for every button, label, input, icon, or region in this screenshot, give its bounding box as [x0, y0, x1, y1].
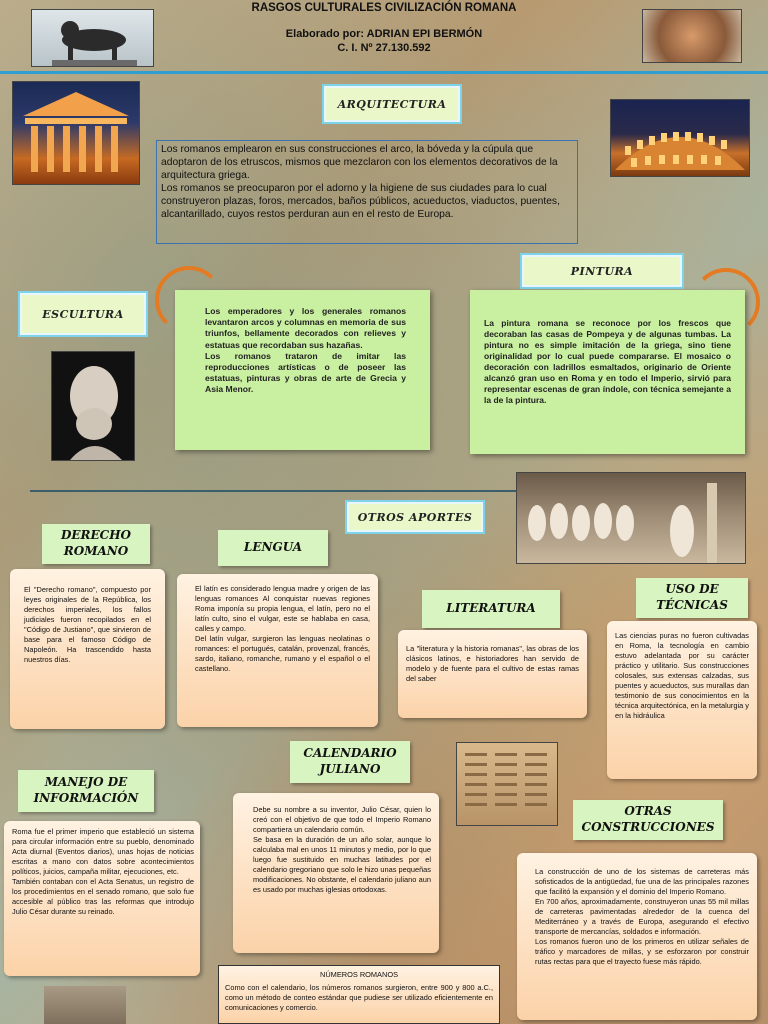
numeros-box: [218, 965, 500, 1024]
senate-image: [516, 472, 746, 564]
calendar-tablet-image: [456, 742, 558, 826]
otros-aportes-title: OTROS APORTES: [345, 500, 485, 534]
literatura-title: LITERATURA: [422, 590, 560, 628]
lengua-text: El latín es considerado lengua madre y origen de las lenguas romances Al conquistar nuevas regiones Roma imponía su propia lengua, el latín, pero no el latín culto, sino el vulgar, este se hablaba en casa, calles y campo. Del latín vulgar, surgieron las lenguas neolatinas o romances: el portugués, catalán, provenzal, francés, sardo, italiano, romanche, rumano y el español o el castellano.: [177, 574, 378, 727]
informacion-text: Roma fue el primer imperio que estableció un sistema para circular información entre su pueblo, denominado Acta diurnal (Eventos diarios), unas hojas de noticias escritas a mano con datos sobre acontecimientos políticos, juicios, campaña militar, ejecuciones, etc. También contaban con el Acta Senatus, un registro de los procedimientos en el senado romano, que solo fue accesible al público tras las reformas que introdujo Julio César durante su reinado.: [4, 821, 200, 976]
column-fragment-image: [44, 986, 126, 1024]
colosseum-image: [610, 99, 750, 177]
escultura-text: Los emperadores y los generales romanos levantaron arcos y columnas en memoria de sus triunfos, bellamente decorados con relieves y estatuas que recordaban sus hazañas. Los romanos trataron de imitar las reproducciones artísticas o de poseer las estatuas, pinturas y obras de arte de Grecia y Asia Menor.: [175, 290, 430, 450]
informacion-title: MANEJO DE INFORMACIÓN: [18, 770, 154, 812]
literatura-text: La "literatura y la historia romanas", las obras de los clásicos latinos, e historiadores han servido de modelo y de fuente para el cultivo de estas ramas del saber: [398, 630, 587, 718]
derecho-text: El "Derecho romano", compuesto por leyes originales de la República, los derechos imperiales, los fallos judiciales fueron recopilados en el "Código de Justiano", que sirvieron de base para el famoso Código de Napoleón. Ha trascendido hasta nuestros días.: [10, 569, 165, 729]
she-wolf-image: [31, 9, 154, 67]
derecho-title: DERECHO ROMANO: [42, 524, 150, 564]
pantheon-image: [12, 81, 140, 185]
header-divider: [0, 71, 768, 74]
author-line: Elaborado por: ADRIAN EPI BERMÓN: [285, 28, 483, 40]
mosaic-image: [642, 9, 742, 63]
numeros-title: NÚMEROS ROMANOS: [319, 970, 399, 979]
senate-scene-icon: [517, 473, 745, 563]
arquitectura-title: ARQUITECTURA: [322, 84, 462, 124]
pintura-title: PINTURA: [520, 253, 684, 289]
calendario-title: CALENDARIO JULIANO: [290, 741, 410, 783]
she-wolf-icon: [32, 10, 153, 66]
arquitectura-text: Los romanos emplearon en sus construcciones el arco, la bóveda y la cúpula que adoptaron de los etruscos, mismos que mezclaron con los elementos decorativos de la arquitectura griega. Los romanos se preocuparon por el adorno y la higiene de sus ciudades para lo cual construyeron plazas, foros, mercados, baños públicos, acueductos, viaductos, puentes, alcantarillado, cuyos restos perduran aun en el resto de Europa.: [156, 140, 578, 244]
numeros-text: Como con el calendario, los números romanos surgieron, entre 900 y 800 a.C., como un método de conteo estándar que pudiese ser utilizado eficientemente en comunicaciones y comercio.: [225, 982, 493, 1012]
middle-divider: [30, 490, 520, 492]
calendario-text: Debe su nombre a su inventor, Julio César, quien lo creó con el objetivo de que todo el Imperio Romano compartiera un calendario común. Se basa en la duración de un año solar, aunque lo calculaba mal en unos 11 minutos y medio, por lo que luego fue sustituido en muchas latitudes por el calendario gregoriano que solo le hizo unas pequeñas modificaciones. No obstante, el calendario juliano aun es usado por muchas iglesias ortodoxas.: [233, 793, 439, 953]
temple-icon: [13, 82, 139, 184]
tecnicas-text: Las ciencias puras no fueron cultivadas en Roma, la tecnología en cambio estuvo adelantada por su carácter práctico y utilitario. Sus construcciones colosales, sus extensas calzadas, sus puentes y acueductos, sus murallas dan testimonio de sus conocimientos en la técnica arquitectónica, en la metalurgia y en la hidráulica: [607, 621, 757, 779]
construcciones-title: OTRAS CONSTRUCCIONES: [573, 800, 723, 840]
bust-icon: [52, 352, 134, 460]
page-title: RASGOS CULTURALES CIVILIZACIÓN ROMANA: [251, 2, 517, 14]
id-line: C. I. Nº 27.130.592: [337, 42, 431, 54]
construcciones-text: La construcción de uno de los sistemas de carreteras más sofisticados de la antigüedad, fue una de las principales razones que facilitó la expansión y el dominio del Imperio Romano. En 700 años, aproximadamente, construyeron unas 55 mil millas de carreteras pavimentadas alrededor de la cuenca del Mediterráneo y a través de Europa, asegurando el efectivo transporte de mercancías, soldados e información. Los romanos fueron uno de los primeros en utilizar señales de tráfico y marcadores de millas, y se esforzaron por construir rutas rectas para que el trayecto fuese más rápido.: [517, 853, 757, 1020]
pintura-text: La pintura romana se reconoce por los frescos que decoraban las casas de Pompeya y de algunas tumbas. La pintura no es simple imitación de la griega, sino tiene originalidad por lo cual puede compararse. El mosaico o decoración con ladrillos esmaltados, originario de Oriente alcanzó gran uso en Roma y en todo el Imperio, sirvió para representar escenas de gran índole, con técnica semejante a la de la pintura.: [470, 290, 745, 454]
escultura-title: ESCULTURA: [18, 291, 148, 337]
tecnicas-title: USO DE TÉCNICAS: [636, 578, 748, 618]
bust-image: [51, 351, 135, 461]
colosseum-icon: [611, 100, 749, 176]
tablet-icon: [457, 743, 557, 825]
lengua-title: LENGUA: [218, 530, 328, 566]
